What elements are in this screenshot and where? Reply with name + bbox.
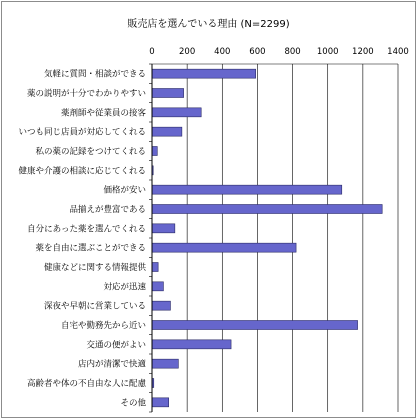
x-tick-label: 400 [214, 47, 231, 57]
category-label: いつも同じ店員が対応してくれる [18, 127, 146, 138]
bar [152, 127, 182, 136]
category-label: 気軽に質問・相談ができる [43, 69, 146, 80]
bar [152, 243, 296, 252]
category-label: 自宅や勤務先から近い [60, 321, 146, 331]
category-label: 薬を自由に選ぶことができる [35, 243, 146, 254]
category-label: 自分にあった薬を選んでくれる [27, 224, 146, 235]
bar [152, 301, 170, 310]
x-tick-label: 0 [149, 47, 155, 57]
bar [152, 282, 163, 291]
category-label: 深夜や早朝に営業している [43, 301, 146, 312]
bar [152, 108, 201, 117]
category-label: その他 [120, 398, 146, 409]
bar [152, 69, 256, 78]
category-label: 高齢者や体の不自由な人に配慮 [26, 379, 146, 389]
x-axis-ticks [149, 47, 409, 57]
bar [152, 263, 158, 272]
category-label: 交通の便がよい [86, 340, 146, 351]
category-label: 薬の説明が十分でわかりやすい [26, 89, 146, 99]
bar [152, 321, 358, 330]
bar [152, 340, 231, 349]
x-tick-label: 1400 [387, 47, 409, 57]
bar [152, 359, 178, 368]
x-tick-label: 1200 [352, 47, 374, 57]
x-tick-label: 600 [249, 47, 266, 57]
x-tick-label: 200 [179, 47, 196, 57]
bars [152, 69, 382, 407]
category-label: 品揃えが豊富である [69, 205, 146, 215]
bar [152, 398, 169, 407]
chart-title: 販売店を選んでいる理由 (N=2299) [127, 19, 290, 30]
category-label: 健康や介護の相談に応じてくれる [18, 166, 146, 177]
bar [152, 205, 382, 214]
x-tick-label: 800 [284, 47, 301, 57]
bar [152, 89, 184, 98]
bar [152, 224, 175, 233]
category-label: 対応が迅速 [103, 282, 146, 293]
category-label: 価格が安い [103, 185, 146, 196]
category-label: 健康などに関する情報提供 [43, 263, 146, 273]
bar [152, 147, 157, 156]
bar [152, 185, 342, 194]
bar-chart [2, 2, 415, 417]
chart-frame [1, 1, 416, 418]
category-label: 私の薬の記録をつけてくれる [35, 147, 146, 157]
category-labels [18, 69, 146, 409]
grid-lines [187, 64, 398, 412]
x-tick-label: 1000 [316, 47, 339, 57]
category-label: 店内が清潔で快適 [77, 359, 146, 370]
category-label: 薬剤師や従業員の接客 [60, 108, 146, 119]
